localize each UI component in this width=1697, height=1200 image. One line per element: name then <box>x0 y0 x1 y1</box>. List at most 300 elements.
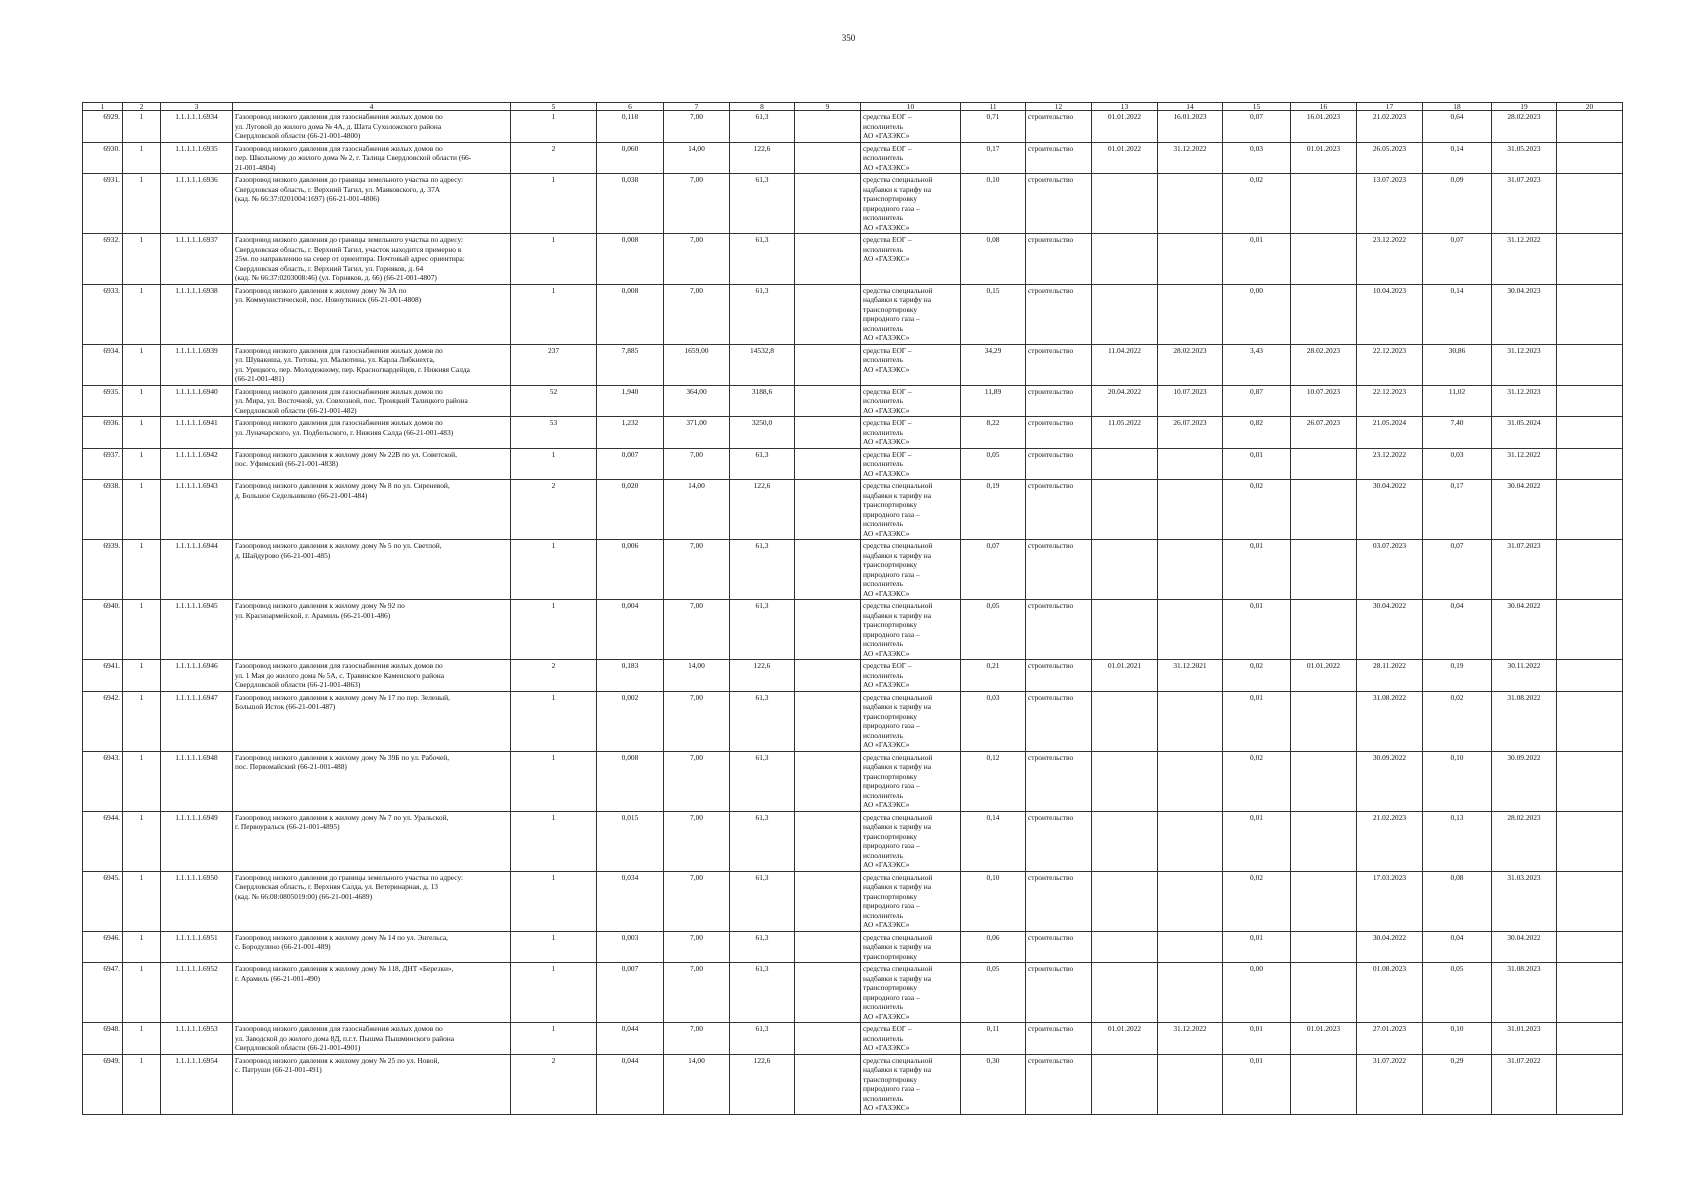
cell-col-15: 0,01 <box>1223 448 1291 480</box>
cell-col-2: 1 <box>123 751 161 811</box>
object-code: 1.1.1.1.1.6935 <box>161 142 233 174</box>
column-header: 13 <box>1092 103 1158 111</box>
date-col-16 <box>1291 174 1357 234</box>
cell-col-9 <box>795 344 861 385</box>
start-date <box>1092 963 1158 1023</box>
cell-col-6: 0,038 <box>597 174 664 234</box>
cell-col-7: 1659,00 <box>664 344 730 385</box>
start-date <box>1092 1054 1158 1114</box>
cell-col-20 <box>1557 234 1623 285</box>
cell-col-18: 0,19 <box>1423 660 1492 692</box>
cell-col-6: 0,118 <box>597 111 664 143</box>
date-col-17: 23.12.2022 <box>1357 448 1423 480</box>
cell-col-8: 61,3 <box>730 931 795 963</box>
date-col-19: 30.04.2022 <box>1492 931 1557 963</box>
date-col-17: 28.11.2022 <box>1357 660 1423 692</box>
column-number-row <box>83 103 1623 111</box>
cell-col-6: 0,015 <box>597 811 664 871</box>
funding-source: средства ЕОГ – исполнитель АО «ГАЗЭКС» <box>861 111 961 143</box>
object-code: 1.1.1.1.1.6942 <box>161 448 233 480</box>
date-col-19: 31.12.2023 <box>1492 344 1557 385</box>
funding-source: средства ЕОГ – исполнитель АО «ГАЗЭКС» <box>861 385 961 417</box>
end-date <box>1158 448 1223 480</box>
table-row <box>83 385 1623 417</box>
date-col-16 <box>1291 234 1357 285</box>
cell-col-7: 371,00 <box>664 417 730 449</box>
cell-col-6: 0,006 <box>597 540 664 600</box>
cell-col-20 <box>1557 751 1623 811</box>
cell-col-15: 0,02 <box>1223 751 1291 811</box>
cell-col-7: 7,00 <box>664 1023 730 1055</box>
cell-col-18: 0,14 <box>1423 142 1492 174</box>
cell-col-5: 1 <box>511 600 597 660</box>
cell-col-5: 2 <box>511 142 597 174</box>
date-col-19: 28.02.2023 <box>1492 111 1557 143</box>
cell-col-7: 7,00 <box>664 931 730 963</box>
object-code: 1.1.1.1.1.6940 <box>161 385 233 417</box>
object-code: 1.1.1.1.1.6948 <box>161 751 233 811</box>
object-description: Газопровод низкого давления к жилому дому № 5 по ул. Светлой, д. Шайдурово (66-21-001-485) <box>233 540 511 600</box>
object-code: 1.1.1.1.1.6952 <box>161 963 233 1023</box>
cell-col-9 <box>795 660 861 692</box>
cell-col-9 <box>795 931 861 963</box>
cell-col-20 <box>1557 600 1623 660</box>
table-row <box>83 1054 1623 1114</box>
end-date <box>1158 931 1223 963</box>
cell-col-2: 1 <box>123 691 161 751</box>
cell-col-15: 0,00 <box>1223 284 1291 344</box>
cell-col-8: 61,3 <box>730 284 795 344</box>
cell-col-11: 0,08 <box>961 234 1026 285</box>
column-header: 20 <box>1557 103 1623 111</box>
funding-source: средства ЕОГ – исполнитель АО «ГАЗЭКС» <box>861 417 961 449</box>
row-number: 6943. <box>83 751 123 811</box>
cell-col-8: 14532,8 <box>730 344 795 385</box>
column-header: 18 <box>1423 103 1492 111</box>
cell-col-9 <box>795 480 861 540</box>
date-col-17: 27.01.2023 <box>1357 1023 1423 1055</box>
object-description: Газопровод низкого давления для газоснабжения жилых домов по ул. 1 Мая до жилого дома № 5А, с. Травянское Каменского района Свердловской области (66-21-001-4863) <box>233 660 511 692</box>
date-col-19: 31.08.2023 <box>1492 963 1557 1023</box>
work-type: строительство <box>1026 963 1092 1023</box>
start-date <box>1092 691 1158 751</box>
row-number: 6945. <box>83 871 123 931</box>
cell-col-18: 0,09 <box>1423 174 1492 234</box>
cell-col-18: 0,10 <box>1423 751 1492 811</box>
cell-col-7: 364,00 <box>664 385 730 417</box>
end-date <box>1158 811 1223 871</box>
cell-col-7: 7,00 <box>664 751 730 811</box>
cell-col-20 <box>1557 931 1623 963</box>
column-header: 15 <box>1223 103 1291 111</box>
cell-col-20 <box>1557 660 1623 692</box>
cell-col-5: 2 <box>511 1054 597 1114</box>
work-type: строительство <box>1026 811 1092 871</box>
date-col-16 <box>1291 811 1357 871</box>
cell-col-2: 1 <box>123 142 161 174</box>
row-number: 6933. <box>83 284 123 344</box>
cell-col-9 <box>795 540 861 600</box>
date-col-16: 16.01.2023 <box>1291 111 1357 143</box>
cell-col-6: 0,020 <box>597 480 664 540</box>
object-description: Газопровод низкого давления к жилому дому № 7 по ул. Уральской, г. Первоуральск (66-21-001-4895) <box>233 811 511 871</box>
work-type: строительство <box>1026 344 1092 385</box>
cell-col-7: 7,00 <box>664 174 730 234</box>
cell-col-20 <box>1557 871 1623 931</box>
cell-col-5: 1 <box>511 691 597 751</box>
cell-col-5: 1 <box>511 234 597 285</box>
cell-col-9 <box>795 111 861 143</box>
cell-col-8: 61,3 <box>730 751 795 811</box>
cell-col-2: 1 <box>123 284 161 344</box>
cell-col-5: 1 <box>511 1023 597 1055</box>
row-number: 6938. <box>83 480 123 540</box>
object-description: Газопровод низкого давления к жилому дому № 8 по ул. Сиреневой, д. Большое Седельниково (66-21-001-484) <box>233 480 511 540</box>
cell-col-18: 0,02 <box>1423 691 1492 751</box>
cell-col-5: 1 <box>511 284 597 344</box>
funding-source: средства ЕОГ – исполнитель АО «ГАЗЭКС» <box>861 142 961 174</box>
cell-col-2: 1 <box>123 344 161 385</box>
cell-col-18: 0,05 <box>1423 963 1492 1023</box>
work-type: строительство <box>1026 751 1092 811</box>
table-row <box>83 448 1623 480</box>
cell-col-18: 0,10 <box>1423 1023 1492 1055</box>
cell-col-18: 0,29 <box>1423 1054 1492 1114</box>
date-col-16 <box>1291 871 1357 931</box>
cell-col-7: 7,00 <box>664 540 730 600</box>
cell-col-6: 0,007 <box>597 448 664 480</box>
date-col-16 <box>1291 691 1357 751</box>
cell-col-7: 14,00 <box>664 480 730 540</box>
column-header: 16 <box>1291 103 1357 111</box>
cell-col-11: 0,15 <box>961 284 1026 344</box>
date-col-19: 31.08.2022 <box>1492 691 1557 751</box>
cell-col-18: 0,03 <box>1423 448 1492 480</box>
end-date <box>1158 600 1223 660</box>
cell-col-5: 1 <box>511 111 597 143</box>
start-date: 01.01.2022 <box>1092 142 1158 174</box>
funding-source: средства ЕОГ – исполнитель АО «ГАЗЭКС» <box>861 660 961 692</box>
row-number: 6948. <box>83 1023 123 1055</box>
object-code: 1.1.1.1.1.6936 <box>161 174 233 234</box>
cell-col-8: 61,3 <box>730 691 795 751</box>
cell-col-9 <box>795 1023 861 1055</box>
cell-col-11: 0,05 <box>961 448 1026 480</box>
object-description: Газопровод низкого давления к жилому дому № 92 по ул. Красноармейской, г. Арамиль (66-21-001-486) <box>233 600 511 660</box>
cell-col-20 <box>1557 284 1623 344</box>
cell-col-18: 0,07 <box>1423 540 1492 600</box>
date-col-16 <box>1291 284 1357 344</box>
cell-col-7: 7,00 <box>664 811 730 871</box>
table-row <box>83 111 1623 143</box>
cell-col-20 <box>1557 540 1623 600</box>
end-date <box>1158 751 1223 811</box>
cell-col-5: 2 <box>511 660 597 692</box>
cell-col-6: 0,008 <box>597 234 664 285</box>
cell-col-2: 1 <box>123 811 161 871</box>
cell-col-7: 7,00 <box>664 871 730 931</box>
date-col-16 <box>1291 480 1357 540</box>
cell-col-2: 1 <box>123 448 161 480</box>
object-description: Газопровод низкого давления к жилому дому № 14 по ул. Энгельса, с. Бородулино (66-21-001-489) <box>233 931 511 963</box>
cell-col-2: 1 <box>123 600 161 660</box>
table-row <box>83 284 1623 344</box>
table-row <box>83 691 1623 751</box>
work-type: строительство <box>1026 480 1092 540</box>
object-description: Газопровод низкого давления к жилому дому № 22В по ул. Советской, пос. Уфимский (66-21-001-4838) <box>233 448 511 480</box>
object-code: 1.1.1.1.1.6939 <box>161 344 233 385</box>
column-header: 11 <box>961 103 1026 111</box>
cell-col-20 <box>1557 1023 1623 1055</box>
cell-col-5: 237 <box>511 344 597 385</box>
date-col-17: 30.09.2022 <box>1357 751 1423 811</box>
work-type: строительство <box>1026 417 1092 449</box>
cell-col-8: 61,3 <box>730 600 795 660</box>
end-date: 26.07.2023 <box>1158 417 1223 449</box>
date-col-19: 31.12.2022 <box>1492 448 1557 480</box>
date-col-16 <box>1291 540 1357 600</box>
cell-col-20 <box>1557 174 1623 234</box>
cell-col-6: 0,002 <box>597 691 664 751</box>
object-description: Газопровод низкого давления до границы земельного участка по адресу: Свердловская область, г. Верхняя Салда, ул. Ветеринарная, д. 13 (кад. № 66:08:0805019:00) (66-21-001-4689) <box>233 871 511 931</box>
cell-col-8: 61,3 <box>730 811 795 871</box>
date-col-19: 31.12.2023 <box>1492 385 1557 417</box>
cell-col-11: 0,03 <box>961 691 1026 751</box>
cell-col-15: 0,01 <box>1223 1023 1291 1055</box>
cell-col-9 <box>795 963 861 1023</box>
cell-col-7: 14,00 <box>664 142 730 174</box>
cell-col-18: 0,04 <box>1423 600 1492 660</box>
table-row <box>83 931 1623 963</box>
date-col-19: 30.11.2022 <box>1492 660 1557 692</box>
date-col-17: 22.12.2023 <box>1357 385 1423 417</box>
cell-col-9 <box>795 385 861 417</box>
cell-col-20 <box>1557 811 1623 871</box>
date-col-16: 01.01.2022 <box>1291 660 1357 692</box>
page-number: 350 <box>841 33 856 43</box>
work-type: строительство <box>1026 691 1092 751</box>
date-col-19: 31.12.2022 <box>1492 234 1557 285</box>
start-date: 11.05.2022 <box>1092 417 1158 449</box>
cell-col-11: 0,07 <box>961 540 1026 600</box>
object-code: 1.1.1.1.1.6951 <box>161 931 233 963</box>
cell-col-5: 1 <box>511 751 597 811</box>
column-header: 17 <box>1357 103 1423 111</box>
date-col-17: 10.04.2023 <box>1357 284 1423 344</box>
table-row <box>83 344 1623 385</box>
date-col-17: 22.12.2023 <box>1357 344 1423 385</box>
table-body <box>83 111 1623 1115</box>
table-row <box>83 600 1623 660</box>
funding-source: средства специальной надбавки к тарифу на транспортировку природного газа – исполнитель АО «ГАЗЭКС» <box>861 174 961 234</box>
table-row <box>83 811 1623 871</box>
cell-col-11: 0,71 <box>961 111 1026 143</box>
cell-col-5: 1 <box>511 448 597 480</box>
cell-col-6: 1,232 <box>597 417 664 449</box>
date-col-19: 30.04.2022 <box>1492 600 1557 660</box>
object-description: Газопровод низкого давления к жилому дому № 118, ДНТ «Березки», г. Арамиль (66-21-001-490) <box>233 963 511 1023</box>
start-date <box>1092 751 1158 811</box>
date-col-17: 17.03.2023 <box>1357 871 1423 931</box>
cell-col-5: 1 <box>511 871 597 931</box>
date-col-17: 30.04.2022 <box>1357 931 1423 963</box>
cell-col-8: 122,6 <box>730 1054 795 1114</box>
object-code: 1.1.1.1.1.6953 <box>161 1023 233 1055</box>
cell-col-15: 0,01 <box>1223 811 1291 871</box>
date-col-19: 31.07.2023 <box>1492 174 1557 234</box>
cell-col-15: 0,02 <box>1223 660 1291 692</box>
cell-col-2: 1 <box>123 963 161 1023</box>
end-date <box>1158 963 1223 1023</box>
cell-col-9 <box>795 174 861 234</box>
row-number: 6936. <box>83 417 123 449</box>
table-row <box>83 660 1623 692</box>
object-description: Газопровод низкого давления к жилому дому № 39Б по ул. Рабочей, пос. Первомайский (66-21-001-488) <box>233 751 511 811</box>
cell-col-5: 52 <box>511 385 597 417</box>
cell-col-8: 61,3 <box>730 540 795 600</box>
object-description: Газопровод низкого давления для газоснабжения жилых домов по пер. Школьному до жилого дома № 2, г. Талица Свердловской области (66- 21-001-4804) <box>233 142 511 174</box>
table-row <box>83 142 1623 174</box>
end-date: 16.01.2023 <box>1158 111 1223 143</box>
date-col-17: 01.08.2023 <box>1357 963 1423 1023</box>
start-date <box>1092 540 1158 600</box>
cell-col-18: 0,13 <box>1423 811 1492 871</box>
cell-col-8: 61,3 <box>730 448 795 480</box>
cell-col-8: 3250,0 <box>730 417 795 449</box>
object-code: 1.1.1.1.1.6946 <box>161 660 233 692</box>
table-row <box>83 540 1623 600</box>
cell-col-18: 0,14 <box>1423 284 1492 344</box>
end-date: 10.07.2023 <box>1158 385 1223 417</box>
cell-col-15: 0,01 <box>1223 600 1291 660</box>
row-number: 6934. <box>83 344 123 385</box>
row-number: 6930. <box>83 142 123 174</box>
object-code: 1.1.1.1.1.6937 <box>161 234 233 285</box>
cell-col-20 <box>1557 691 1623 751</box>
cell-col-18: 0,04 <box>1423 931 1492 963</box>
cell-col-11: 0,06 <box>961 931 1026 963</box>
cell-col-2: 1 <box>123 234 161 285</box>
date-col-17: 03.07.2023 <box>1357 540 1423 600</box>
funding-source: средства специальной надбавки к тарифу на транспортировку природного газа – исполнитель АО «ГАЗЭКС» <box>861 691 961 751</box>
cell-col-20 <box>1557 385 1623 417</box>
cell-col-2: 1 <box>123 417 161 449</box>
date-col-16 <box>1291 1054 1357 1114</box>
date-col-19: 30.04.2022 <box>1492 480 1557 540</box>
object-code: 1.1.1.1.1.6934 <box>161 111 233 143</box>
object-description: Газопровод низкого давления до границы земельного участка по адресу: Свердловская область, г. Верхний Тагил, ул. Маяковского, д. 37А (кад. № 66:37:0201004:1697) (66-21-001-4806) <box>233 174 511 234</box>
object-code: 1.1.1.1.1.6943 <box>161 480 233 540</box>
end-date <box>1158 174 1223 234</box>
row-number: 6944. <box>83 811 123 871</box>
end-date <box>1158 691 1223 751</box>
object-description: Газопровод низкого давления для газоснабжения жилых домов по ул. Заводской до жилого дома 8Д, п.г.т. Пышма Пышминского района Свердловской области (66-21-001-4901) <box>233 1023 511 1055</box>
work-type: строительство <box>1026 931 1092 963</box>
column-header: 4 <box>233 103 511 111</box>
row-number: 6946. <box>83 931 123 963</box>
investment-table <box>82 102 1623 1115</box>
work-type: строительство <box>1026 174 1092 234</box>
work-type: строительство <box>1026 284 1092 344</box>
cell-col-7: 7,00 <box>664 284 730 344</box>
funding-source: средства специальной надбавки к тарифу на транспортировку природного газа – исполнитель АО «ГАЗЭКС» <box>861 751 961 811</box>
date-col-19: 31.03.2023 <box>1492 871 1557 931</box>
cell-col-11: 0,10 <box>961 174 1026 234</box>
cell-col-7: 7,00 <box>664 448 730 480</box>
column-header: 14 <box>1158 103 1223 111</box>
cell-col-9 <box>795 871 861 931</box>
cell-col-6: 1,940 <box>597 385 664 417</box>
cell-col-8: 122,6 <box>730 142 795 174</box>
cell-col-8: 61,3 <box>730 111 795 143</box>
row-number: 6935. <box>83 385 123 417</box>
cell-col-15: 0,00 <box>1223 963 1291 1023</box>
object-code: 1.1.1.1.1.6941 <box>161 417 233 449</box>
cell-col-18: 0,07 <box>1423 234 1492 285</box>
date-col-17: 31.08.2022 <box>1357 691 1423 751</box>
cell-col-11: 0,30 <box>961 1054 1026 1114</box>
table-row <box>83 480 1623 540</box>
start-date <box>1092 234 1158 285</box>
work-type: строительство <box>1026 871 1092 931</box>
cell-col-7: 7,00 <box>664 600 730 660</box>
cell-col-6: 0,004 <box>597 600 664 660</box>
cell-col-15: 0,02 <box>1223 174 1291 234</box>
cell-col-8: 61,3 <box>730 963 795 1023</box>
cell-col-15: 0,01 <box>1223 234 1291 285</box>
start-date <box>1092 931 1158 963</box>
cell-col-9 <box>795 284 861 344</box>
column-header: 9 <box>795 103 861 111</box>
cell-col-8: 61,3 <box>730 1023 795 1055</box>
cell-col-6: 0,007 <box>597 963 664 1023</box>
cell-col-2: 1 <box>123 174 161 234</box>
start-date: 01.01.2021 <box>1092 660 1158 692</box>
date-col-16 <box>1291 931 1357 963</box>
date-col-16: 01.01.2023 <box>1291 1023 1357 1055</box>
cell-col-9 <box>795 691 861 751</box>
column-header: 19 <box>1492 103 1557 111</box>
work-type: строительство <box>1026 111 1092 143</box>
cell-col-15: 0,02 <box>1223 480 1291 540</box>
start-date <box>1092 871 1158 931</box>
cell-col-20 <box>1557 142 1623 174</box>
date-col-19: 31.01.2023 <box>1492 1023 1557 1055</box>
cell-col-20 <box>1557 417 1623 449</box>
funding-source: средства специальной надбавки к тарифу на транспортировку природного газа – исполнитель АО «ГАЗЭКС» <box>861 811 961 871</box>
column-header: 6 <box>597 103 664 111</box>
cell-col-18: 11,02 <box>1423 385 1492 417</box>
cell-col-2: 1 <box>123 1023 161 1055</box>
cell-col-15: 0,01 <box>1223 691 1291 751</box>
cell-col-20 <box>1557 963 1623 1023</box>
object-code: 1.1.1.1.1.6954 <box>161 1054 233 1114</box>
start-date <box>1092 600 1158 660</box>
date-col-17: 21.02.2023 <box>1357 811 1423 871</box>
cell-col-15: 0,07 <box>1223 111 1291 143</box>
row-number: 6941. <box>83 660 123 692</box>
cell-col-2: 1 <box>123 1054 161 1114</box>
cell-col-2: 1 <box>123 931 161 963</box>
cell-col-20 <box>1557 1054 1623 1114</box>
cell-col-9 <box>795 142 861 174</box>
cell-col-2: 1 <box>123 660 161 692</box>
cell-col-6: 0,060 <box>597 142 664 174</box>
work-type: строительство <box>1026 448 1092 480</box>
cell-col-20 <box>1557 448 1623 480</box>
end-date <box>1158 871 1223 931</box>
date-col-16 <box>1291 600 1357 660</box>
